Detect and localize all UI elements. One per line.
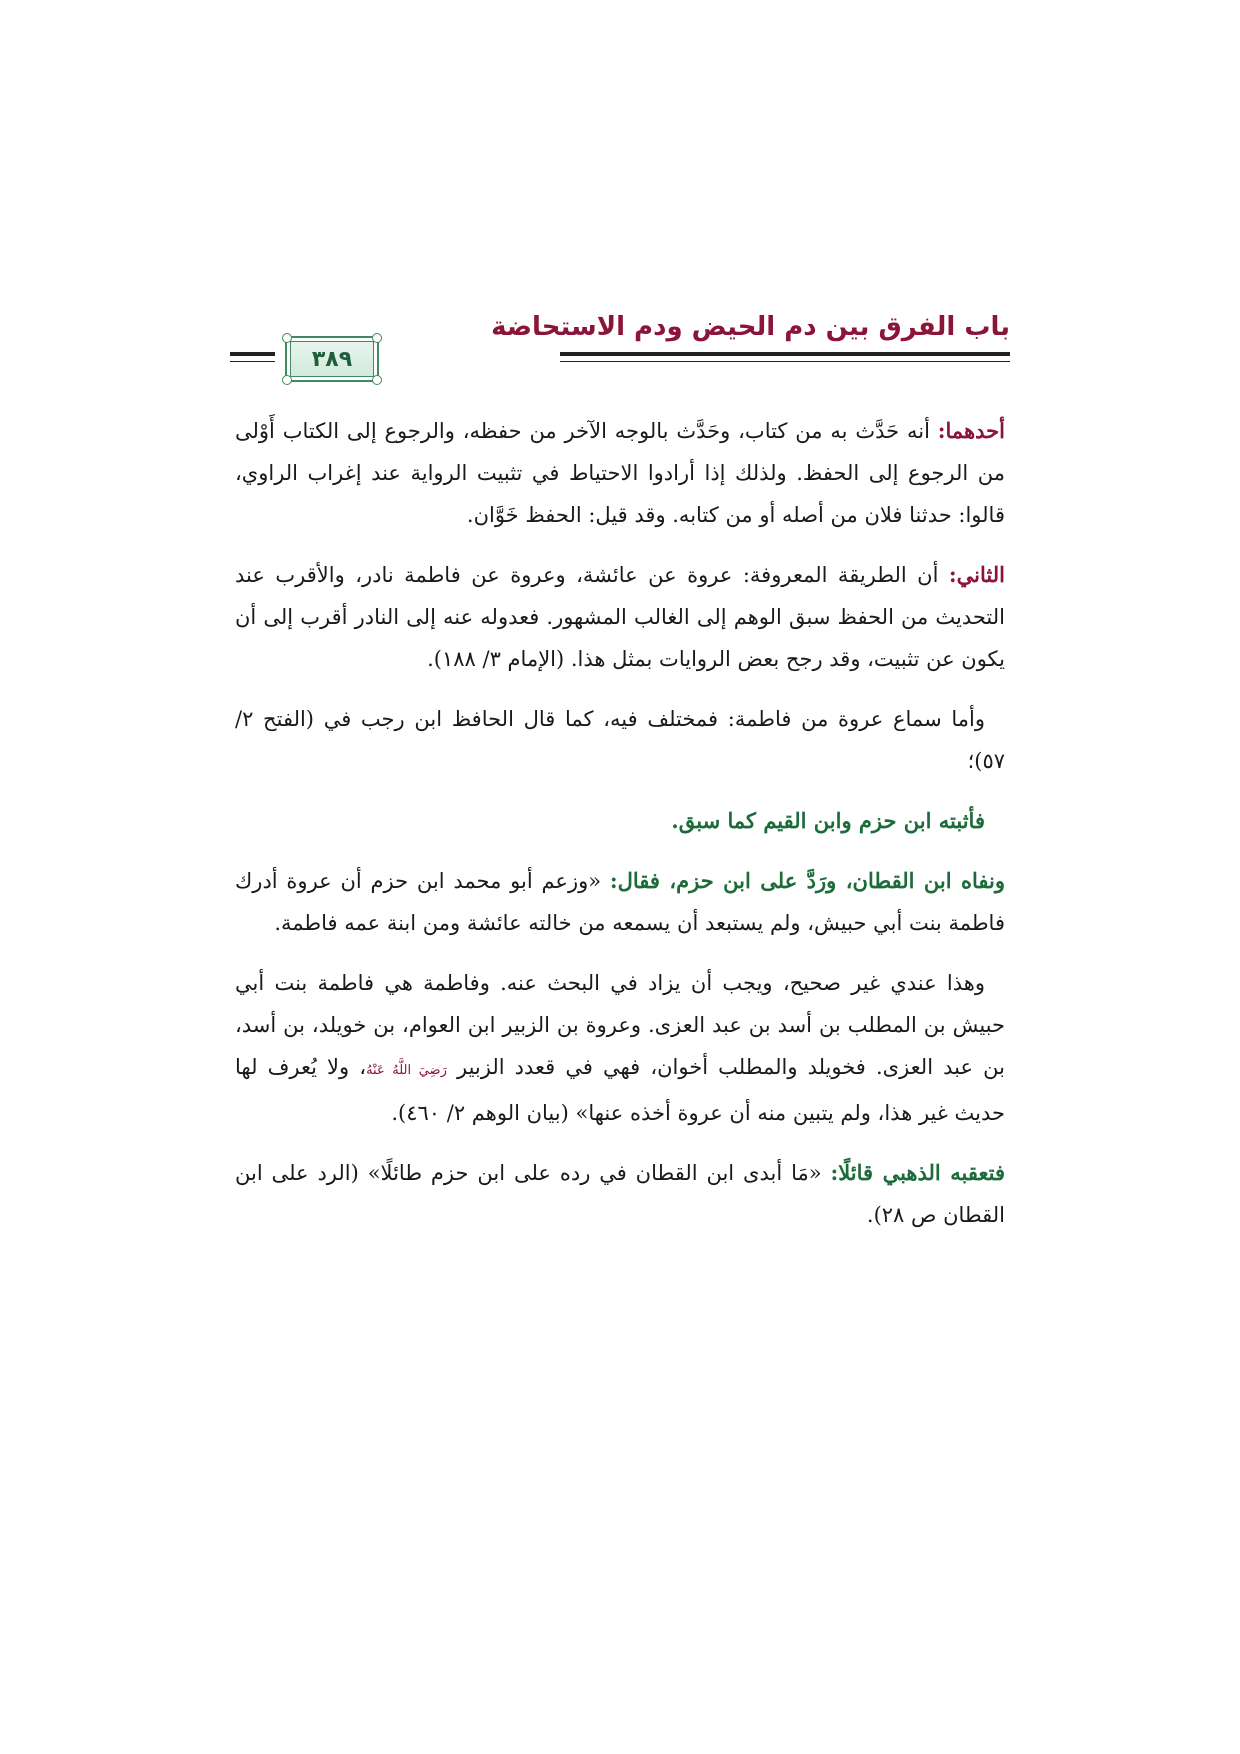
text-first: أنه حَدَّث به من كتاب، وحَدَّث بالوجه الآخر من حفظه، والرجوع إلى الكتاب أَوْلى من الرجوع إلى الحفظ. ولذلك إذا أرادوا الاحتياط في تثبيت الرواية عند إغراب الراوي، قالوا: حدثنا فلان من أصله أو من كتابه. وقد قيل: الحفظ خَوَّان.: [235, 419, 1005, 527]
text-not-correct-a: وهذا عندي غير صحيح، ويجب أن يزاد في البحث عنه. وفاطمة هي فاطمة بنت أبي حبيش بن المطلب بن أسد بن عبد العزى. وعروة بن الزبير ابن العوام، بن خويلد، بن أسد، بن عبد العزى. فخويلد والمطلب أخوان، فهي في قعدد الزبير: [235, 971, 1005, 1079]
paragraph-ibn-qattan-denies: [235, 860, 1005, 944]
paragraph-not-correct: [235, 962, 1005, 1134]
ornament-corner-icon: [282, 375, 292, 385]
header-rule-thick: [560, 352, 1010, 356]
label-first: أحدهما:: [937, 418, 1005, 443]
header-rule-left-thin: [230, 361, 275, 362]
header-rule-thin: [560, 361, 1010, 362]
honorific-glyph: رَضِيَ اللَّهُ عَنْهُ: [366, 1063, 447, 1078]
text-second: أن الطريقة المعروفة: عروة عن عائشة، وعروة عن فاطمة نادر، والأقرب عند التحديث من الحفظ سبق الوهم إلى الغالب المشهور. فعدوله عنه إلى النادر أقرب إلى أن يكون عن تثبيت، وقد رجح بعض الروايات بمثل هذا. (الإمام ٣/ ١٨٨).: [235, 563, 1005, 671]
text-ibn-hazm-affirms: فأثبته ابن حزم وابن القيم كما سبق.: [671, 808, 985, 833]
page-body: [235, 410, 1005, 1254]
paragraph-dhahabi: [235, 1152, 1005, 1236]
label-ibn-qattan: ونفاه ابن القطان، ورَدَّ على ابن حزم، فقال:: [609, 868, 1005, 893]
ornament-corner-icon: [282, 333, 292, 343]
ornament-corner-icon: [372, 375, 382, 385]
text-urwa-hearing: وأما سماع عروة من فاطمة: فمختلف فيه، كما قال الحافظ ابن رجب في (الفتح ٢/ ٥٧)؛: [235, 707, 1005, 773]
page-number-badge: [285, 336, 379, 382]
text-ibn-qattan: «وزعم أبو محمد ابن حزم أن عروة أدرك فاطمة بنت أبي حبيش، ولم يستبعد أن يسمعه من خالته عائشة ومن ابنة عمه فاطمة.: [235, 869, 1005, 935]
chapter-title: باب الفرق بين دم الحيض ودم الاستحاضة: [491, 312, 1010, 342]
text-not-correct-b: ، ولا يُعرف لها حديث غير هذا، ولم يتبين منه أن عروة أخذه عنها» (بيان الوهم ٢/ ٤٦٠).: [235, 1055, 1005, 1125]
ornament-corner-icon: [372, 333, 382, 343]
page-header: [230, 300, 1010, 390]
paragraph-ibn-hazm-affirms: [235, 800, 1005, 842]
page-number: ٣٨٩: [311, 346, 353, 372]
label-second: الثاني:: [948, 562, 1005, 587]
paragraph-first-reason: [235, 410, 1005, 536]
paragraph-second-reason: [235, 554, 1005, 680]
text-dhahabi: «مَا أبدى ابن القطان في رده على ابن حزم طائلًا» (الرد على ابن القطان ص ٢٨).: [235, 1161, 1005, 1227]
paragraph-urwa-hearing: [235, 698, 1005, 782]
label-dhahabi: فتعقبه الذهبي قائلًا:: [830, 1160, 1005, 1185]
header-rule-left-thick: [230, 352, 275, 356]
